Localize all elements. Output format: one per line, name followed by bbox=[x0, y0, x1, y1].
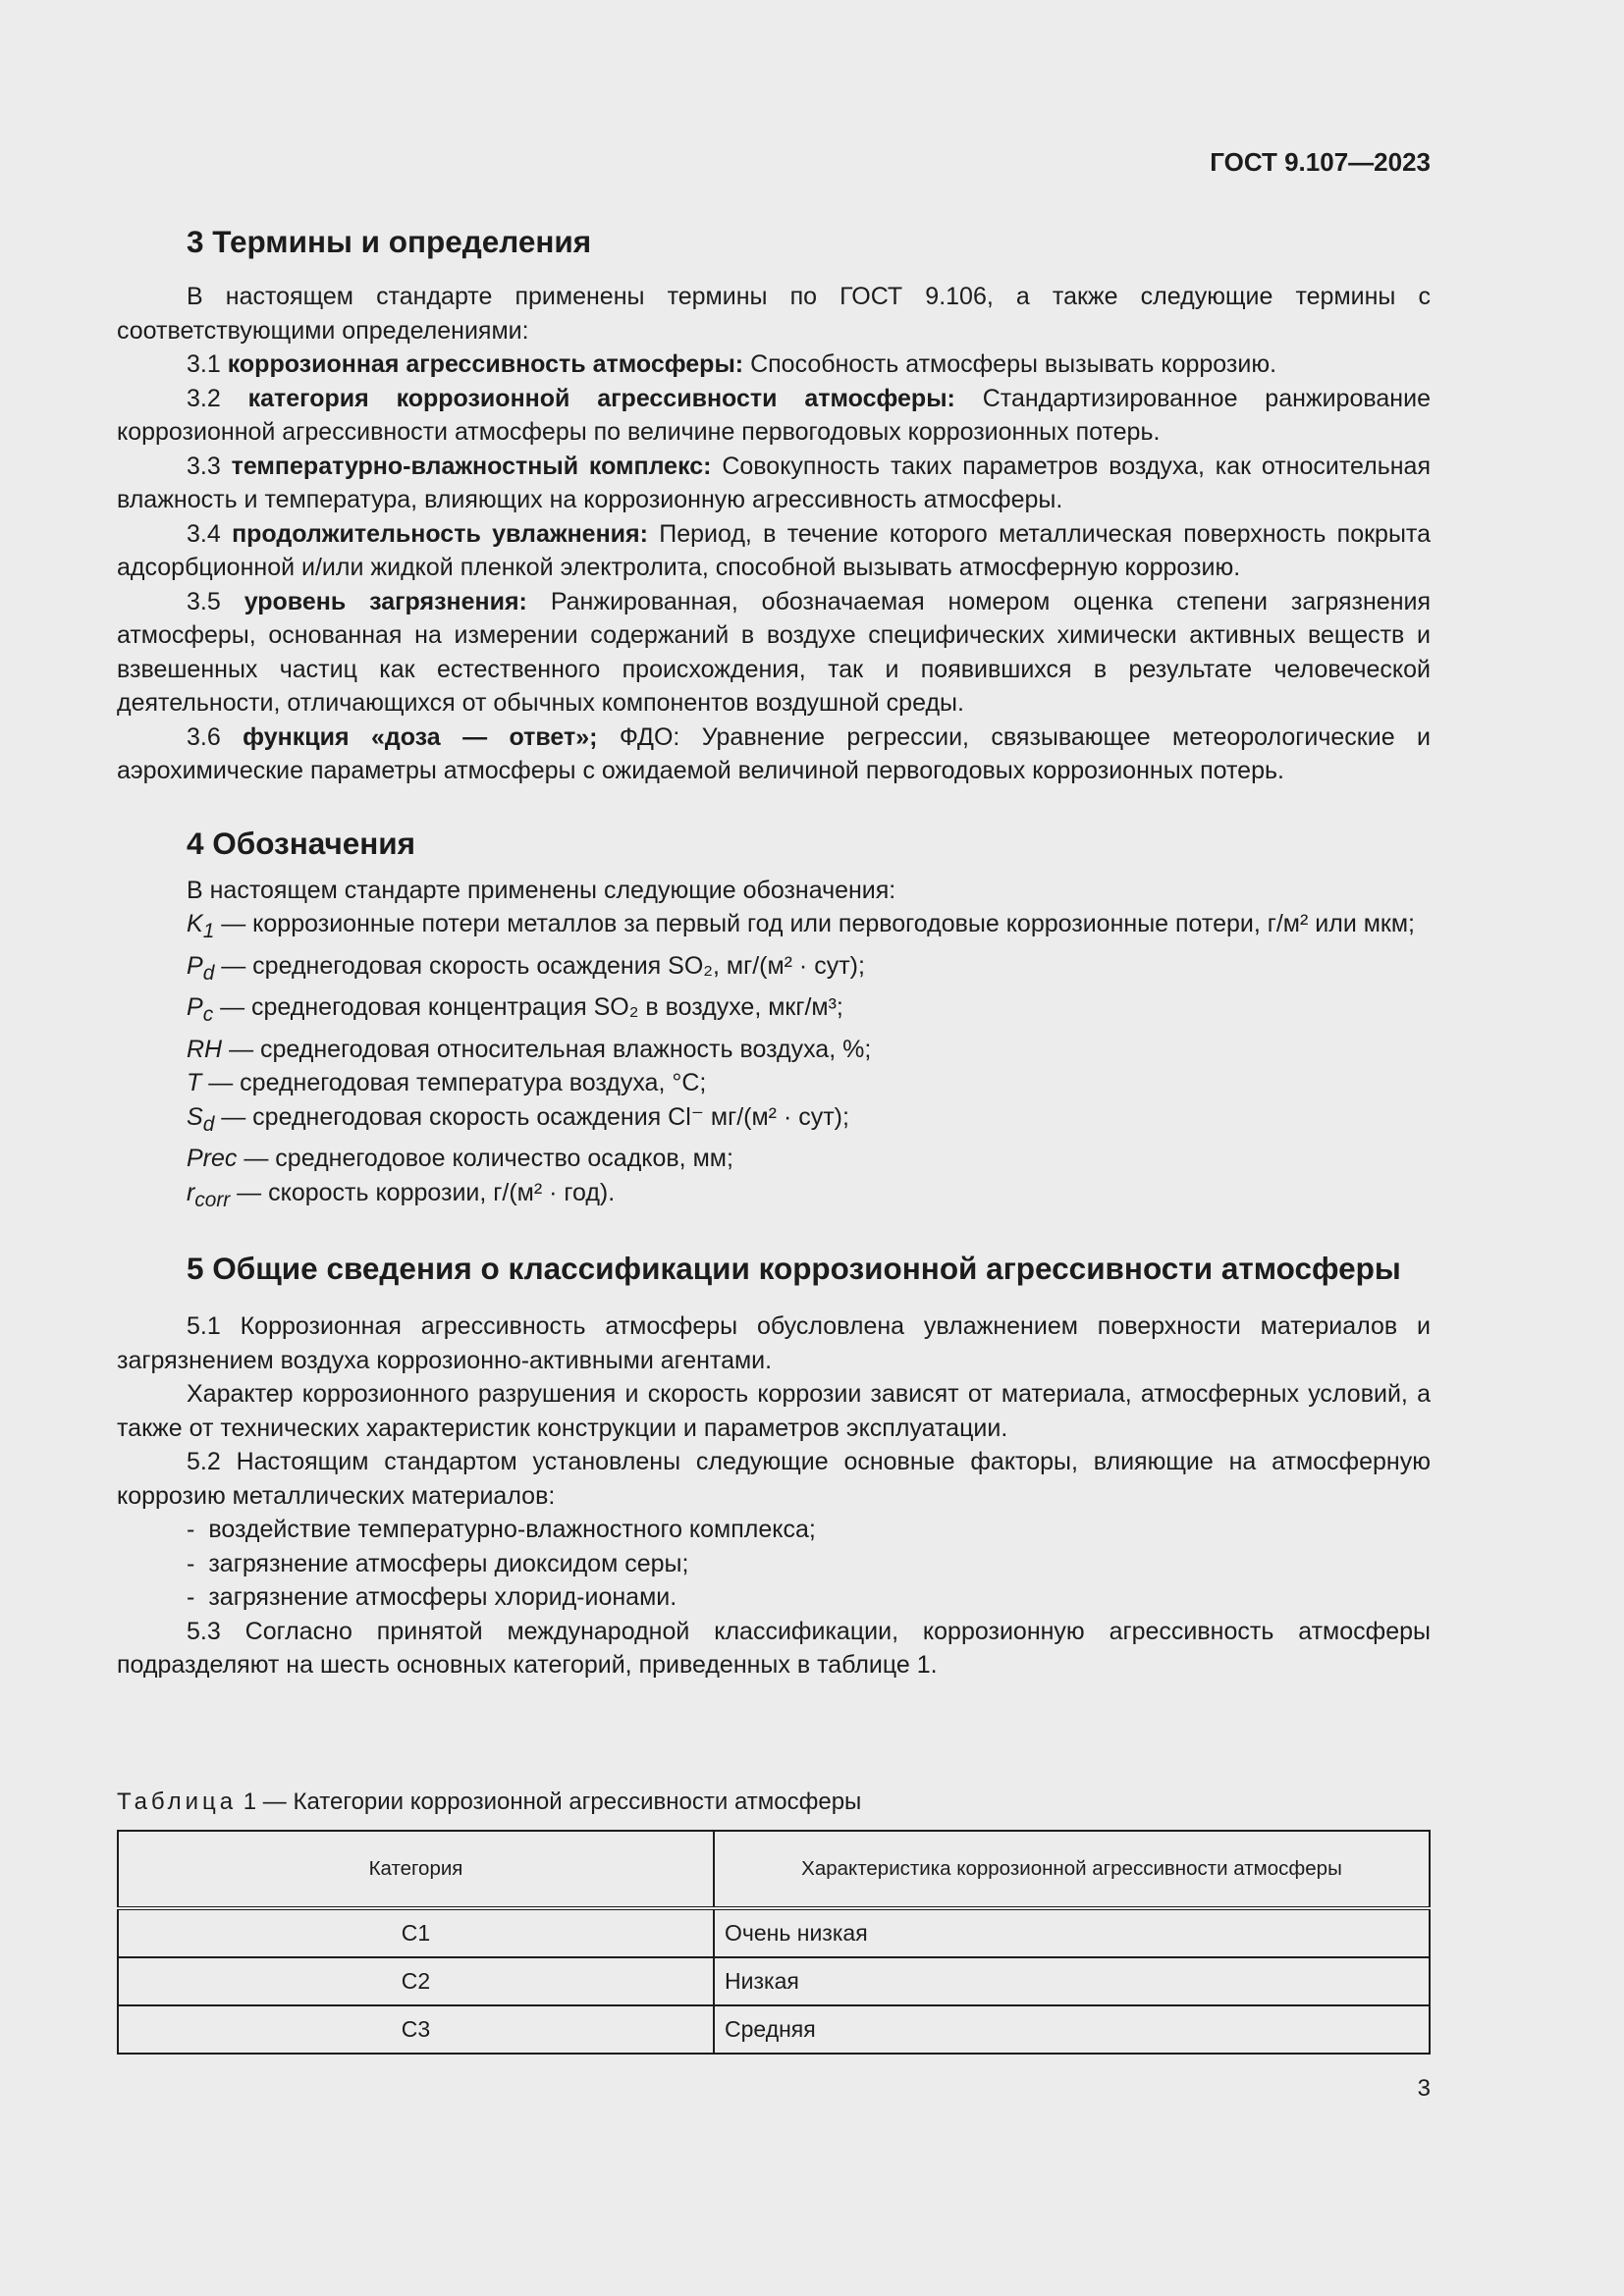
symbol-entry bbox=[117, 949, 1431, 991]
list-item: - загрязнение атмосферы хлорид-ионами. bbox=[187, 1583, 677, 1611]
term-name: продолжительность увлажнения: bbox=[232, 519, 648, 548]
symbol-subscript: corr bbox=[194, 1188, 231, 1211]
paragraph-5-1: 5.1 Коррозионная агрессивность атмосферы обусловлена увлажнением поверхности материалов и загрязнением воздуха коррозионно-активными агентами. bbox=[117, 1312, 1431, 1374]
term-number: 3.1 bbox=[187, 350, 221, 378]
page-number: 3 bbox=[1417, 2075, 1431, 2102]
term-3-4 bbox=[117, 517, 1431, 585]
symbol-description: — среднегодовая скорость осаждения SO₂, мг/(м² · сут); bbox=[221, 951, 865, 980]
term-name: уровень загрязнения: bbox=[244, 587, 527, 615]
term-number: 3.4 bbox=[187, 519, 221, 548]
table-caption-text: 1 — Категории коррозионной агрессивности атмосферы bbox=[243, 1789, 862, 1815]
table-caption-label: Таблица bbox=[117, 1789, 238, 1815]
symbol-description: — среднегодовое количество осадков, мм; bbox=[244, 1145, 733, 1172]
paragraph-5-1-cont: Характер коррозионного разрушения и скорость коррозии зависят от материала, атмосферных условий, а также от технических характеристик конструкции и параметров эксплуатации. bbox=[117, 1380, 1431, 1442]
symbol-description: — среднегодовая скорость осаждения Cl⁻ мг/(м² · сут); bbox=[221, 1102, 849, 1131]
document-id: ГОСТ 9.107—2023 bbox=[1210, 147, 1431, 177]
table-cell-category: C2 bbox=[118, 1957, 714, 2005]
term-definition: Ранжированная, обозначаемая номером оценка степени загрязнения атмосферы, основанная на измерении содержаний в воздухе специфических химически активных веществ и взвешенных частиц как естественного происхождения, так и появившихся в результате человеческой деятельности, отличающихся от обычных компонентов воздушной среды. bbox=[117, 587, 1432, 717]
term-3-5 bbox=[117, 585, 1431, 721]
term-definition: Стандартизированное ранжирование коррозионной агрессивности атмосферы по величине первогодовых коррозионных потерь. bbox=[117, 384, 1431, 446]
symbol-subscript: 1 bbox=[202, 920, 215, 942]
section-4-title: 4 Обозначения bbox=[187, 825, 416, 861]
category-table bbox=[117, 1830, 1431, 2055]
symbol: r bbox=[187, 1178, 195, 1206]
symbol-entry bbox=[117, 907, 1431, 949]
term-number: 3.5 bbox=[187, 587, 221, 615]
term-definition: Совокупность таких параметров воздуха, как относительная влажность и температура, влияющих на коррозионную агрессивность атмосферы. bbox=[117, 452, 1431, 513]
section-3-title: 3 Термины и определения bbox=[187, 224, 592, 259]
term-number: 3.3 bbox=[187, 452, 221, 480]
symbol-description: — среднегодовая относительная влажность воздуха, %; bbox=[229, 1035, 872, 1063]
symbol-entry bbox=[117, 1066, 1431, 1100]
symbol-description: — среднегодовая температура воздуха, °C; bbox=[208, 1069, 707, 1096]
term-3-2 bbox=[117, 382, 1431, 450]
term-definition: Период, в течение которого металлическая поверхность покрыта адсорбционной и/или жидкой пленкой электролита, способной вызывать атмосферную коррозию. bbox=[117, 519, 1431, 581]
symbol-entry bbox=[117, 1100, 1431, 1143]
table-cell-category: C1 bbox=[118, 1908, 714, 1957]
symbol-description: — среднегодовая концентрация SO₂ в воздухе, мкг/м³; bbox=[220, 993, 843, 1021]
symbol: K bbox=[187, 910, 203, 937]
list-item: - воздействие температурно-влажностного комплекса; bbox=[187, 1516, 816, 1543]
table-header-row bbox=[118, 1831, 1430, 1908]
symbol-description: — коррозионные потери металлов за первый год или первогодовые коррозионные потери, г/м² или мкм; bbox=[221, 910, 1415, 937]
paragraph-5-3: 5.3 Согласно принятой международной классификации, коррозионную агрессивность атмосферы подразделяют на шесть основных категорий, приведенных в таблице 1. bbox=[117, 1617, 1431, 1679]
symbol: T bbox=[187, 1069, 202, 1096]
symbol: P bbox=[187, 951, 203, 980]
table-cell-characteristic: Очень низкая bbox=[714, 1908, 1430, 1957]
table-header-cell: Категория bbox=[118, 1831, 714, 1908]
table-header-cell: Характеристика коррозионной агрессивности атмосферы bbox=[714, 1831, 1430, 1908]
term-name: коррозионная агрессивность атмосферы: bbox=[227, 350, 744, 378]
symbol: RH bbox=[187, 1035, 223, 1063]
symbol-description: — скорость коррозии, г/(м² · год). bbox=[237, 1178, 616, 1206]
dash-bullet: - bbox=[187, 1516, 195, 1543]
table-row bbox=[118, 2005, 1430, 2054]
symbol: Prec bbox=[187, 1145, 238, 1172]
symbol-subscript: c bbox=[202, 1003, 214, 1026]
symbol-entry bbox=[117, 1176, 1431, 1218]
symbol: P bbox=[187, 993, 203, 1021]
section-3-intro: В настоящем стандарте применены термины по ГОСТ 9.106, а также следующие термины с соответствующими определениями: bbox=[117, 283, 1431, 345]
paragraph-5-2: 5.2 Настоящим стандартом установлены следующие основные факторы, влияющие на атмосферную коррозию металлических материалов: bbox=[117, 1448, 1431, 1510]
symbol-entry bbox=[117, 1142, 1431, 1176]
table-caption bbox=[117, 1789, 861, 1816]
term-name: температурно-влажностный комплекс: bbox=[231, 452, 712, 480]
section-4-intro: В настоящем стандарте применены следующие обозначения: bbox=[187, 876, 896, 904]
term-definition: Уравнение регрессии, связывающее метеорологические и аэрохимические параметры атмосферы с ожидаемой величиной первогодовых коррозионных потерь. bbox=[117, 722, 1431, 784]
term-name: функция «доза — ответ»; bbox=[243, 722, 598, 751]
page-content bbox=[117, 222, 1431, 1682]
table-row bbox=[118, 1908, 1430, 1957]
table-cell-category: C3 bbox=[118, 2005, 714, 2054]
term-3-6 bbox=[117, 721, 1431, 788]
list-item: - загрязнение атмосферы диоксидом серы; bbox=[187, 1549, 689, 1577]
table-row bbox=[118, 1957, 1430, 2005]
dash-bullet: - bbox=[187, 1583, 195, 1611]
term-definition: Способность атмосферы вызывать коррозию. bbox=[750, 350, 1277, 378]
term-number: 3.2 bbox=[187, 384, 221, 412]
term-3-3 bbox=[117, 450, 1431, 517]
table-cell-characteristic: Средняя bbox=[714, 2005, 1430, 2054]
table-cell-characteristic: Низкая bbox=[714, 1957, 1430, 2005]
term-abbreviation: ФДО: bbox=[619, 722, 680, 751]
section-5-title: 5 Общие сведения о классификации коррозионной агрессивности атмосферы bbox=[187, 1251, 1401, 1286]
term-name: категория коррозионной агрессивности атмосферы: bbox=[247, 384, 955, 412]
symbol: S bbox=[187, 1102, 203, 1131]
symbol-subscript: d bbox=[202, 961, 215, 985]
symbol-entry bbox=[117, 1033, 1431, 1067]
term-number: 3.6 bbox=[187, 722, 221, 751]
dash-bullet: - bbox=[187, 1549, 195, 1577]
symbol-entry bbox=[117, 990, 1431, 1033]
term-3-1 bbox=[117, 347, 1431, 382]
symbol-subscript: d bbox=[202, 1112, 215, 1136]
